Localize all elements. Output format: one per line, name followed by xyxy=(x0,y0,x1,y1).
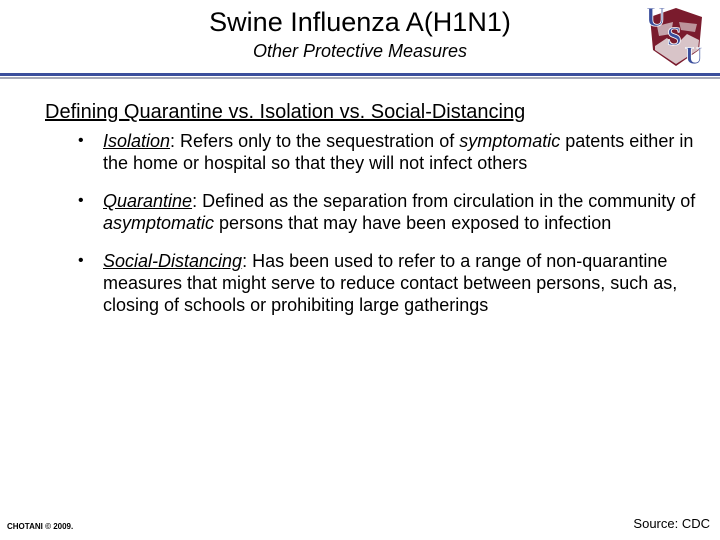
copyright-footer: CHOTANI © 2009. xyxy=(7,522,74,531)
usu-logo xyxy=(643,0,709,68)
quarantine-text-b: persons that may have been exposed to infection xyxy=(214,213,612,233)
svg-text:U: U xyxy=(685,43,704,68)
quarantine-emphasis: asymptomatic xyxy=(103,213,215,233)
isolation-text-b: patents either in the home or hospital so that they will not infect others xyxy=(103,131,694,173)
slide-title: Swine Influenza A(H1N1) xyxy=(209,7,511,37)
svg-text:U: U xyxy=(646,2,666,32)
svg-text:S: S xyxy=(667,22,682,51)
quarantine-text-a: : Defined as the separation from circulation in the community of xyxy=(192,191,696,211)
header-rule-gray xyxy=(0,77,720,79)
bullet-quarantine xyxy=(78,190,698,234)
bullet-isolation xyxy=(78,130,698,174)
section-heading: Defining Quarantine vs. Isolation vs. Social-Distancing xyxy=(45,101,526,123)
header-rule-blue xyxy=(0,73,720,76)
isolation-text-a: : Refers only to the sequestration of xyxy=(170,131,460,151)
social-distancing-text: : Has been used to refer to a range of non-quarantine measures that might serve to reduce contact between persons, such as, closing of schools or prohibiting large gatherings xyxy=(103,251,678,315)
isolation-emphasis: symptomatic xyxy=(459,131,561,151)
source-footer: Source: CDC xyxy=(633,516,710,531)
term-social-distancing: Social-Distancing xyxy=(103,251,243,271)
term-quarantine: Quarantine xyxy=(103,191,193,211)
bullet-social-distancing xyxy=(78,250,698,316)
bullet-list xyxy=(78,130,698,332)
slide-subtitle: Other Protective Measures xyxy=(252,41,468,61)
term-isolation: Isolation xyxy=(103,131,171,151)
